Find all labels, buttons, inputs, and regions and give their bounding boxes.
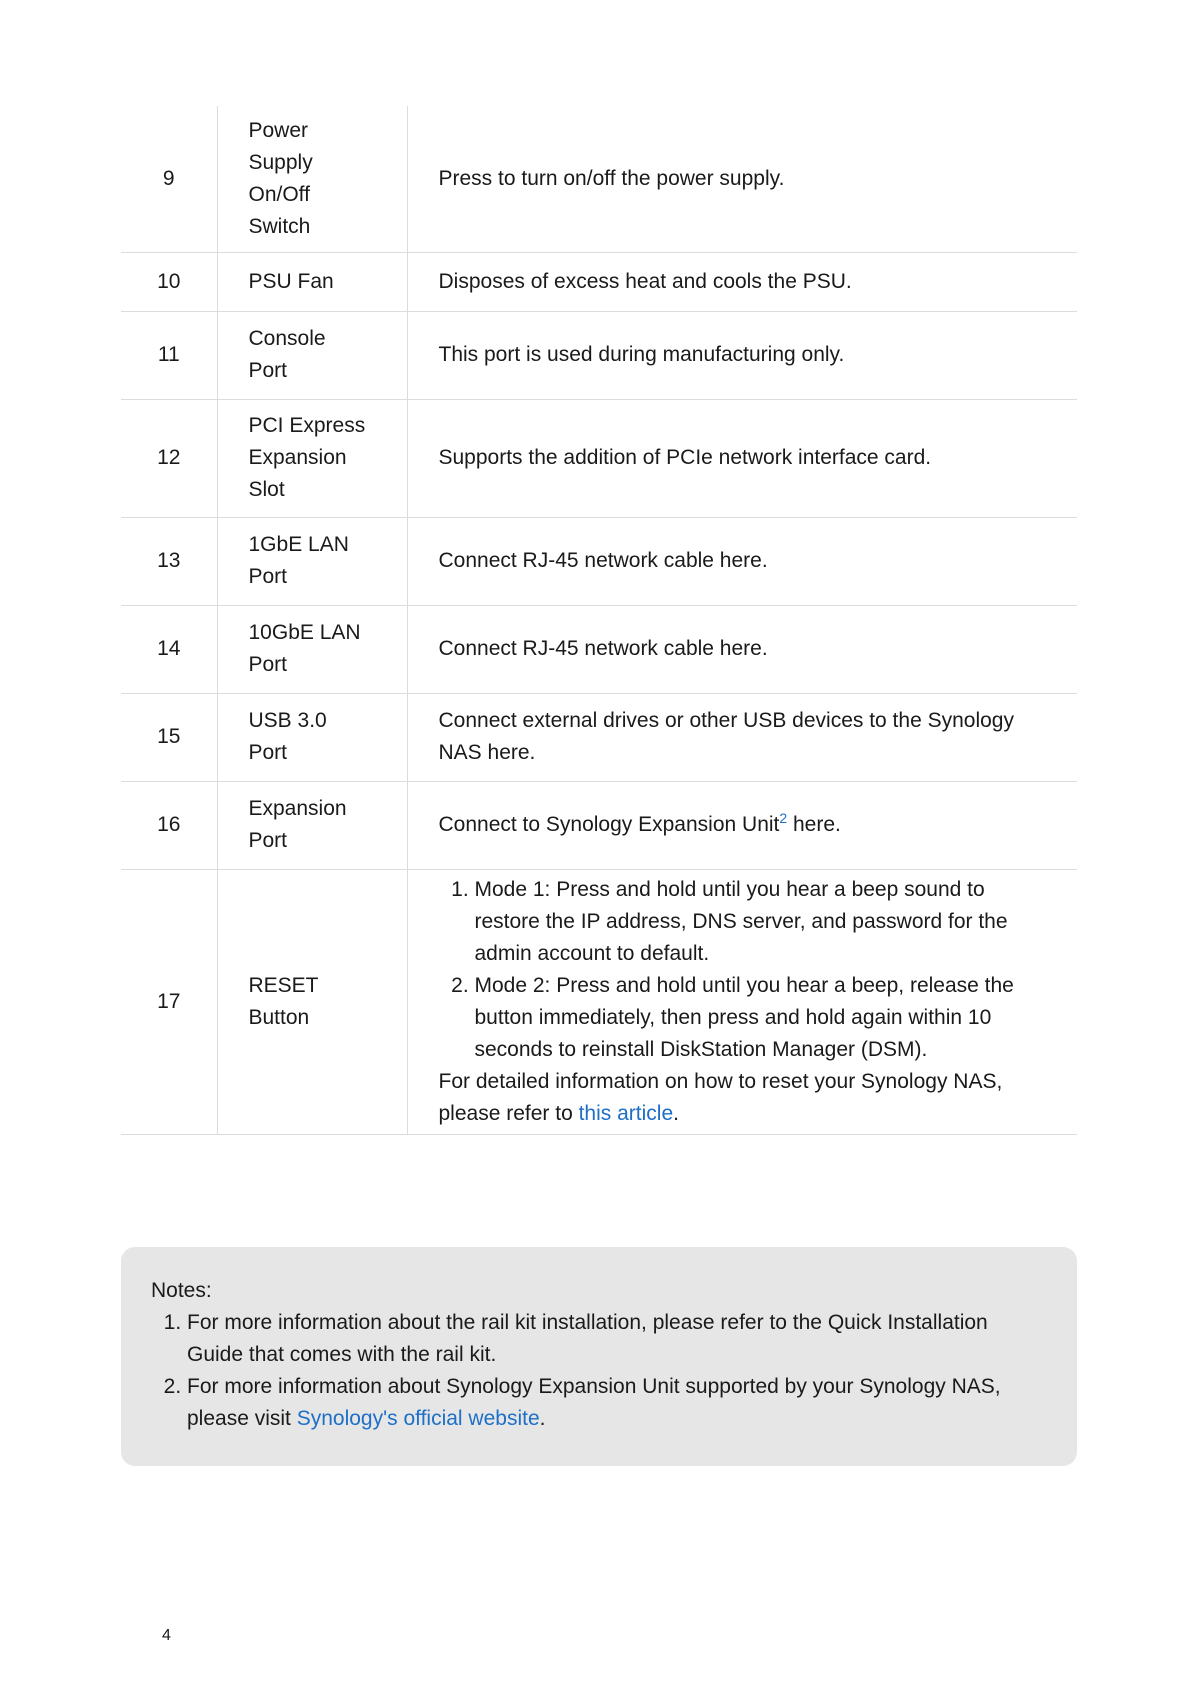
- component-description: [407, 781, 1077, 869]
- component-name: [217, 781, 407, 869]
- note-text: For more information about Synology Expansion Unit supported by your Synology NAS, please visit: [187, 1375, 1001, 1430]
- name-line: PCI Express: [248, 414, 366, 437]
- row-number: 13: [121, 517, 217, 605]
- table-row: [121, 399, 1077, 517]
- table-row: [121, 517, 1077, 605]
- list-item: 2. Mode 2: Press and hold until you hear a beep, release the button immediately, then press and hold again within 10 seconds to reinstall DiskStation Manager (DSM).: [475, 970, 1054, 1066]
- component-description: Connect RJ-45 network cable here.: [407, 517, 1077, 605]
- description-text: Connect to Synology Expansion Unit: [438, 813, 780, 836]
- row-number: 10: [121, 252, 217, 311]
- name-line: Expansion: [248, 797, 347, 820]
- page-number: 4: [162, 1627, 171, 1644]
- list-item: 1. For more information about the rail kit installation, please refer to the Quick Installation Guide that comes with the rail kit.: [187, 1307, 1047, 1371]
- name-line: Console: [248, 327, 326, 350]
- table-row: [121, 605, 1077, 693]
- table-row: [121, 311, 1077, 399]
- name-line: Switch: [248, 214, 311, 238]
- row-number: 15: [121, 693, 217, 781]
- spec-table-container: [121, 106, 1077, 1135]
- name-line: Button: [248, 1005, 310, 1029]
- reset-detail: [439, 1066, 1054, 1130]
- name-line: Port: [248, 741, 288, 764]
- component-description: This port is used during manufacturing only.: [407, 311, 1077, 399]
- reset-mode-list: [439, 874, 1054, 1066]
- name-line: PSU Fan: [248, 269, 334, 293]
- description-text: here.: [787, 813, 841, 836]
- footnote-marker[interactable]: 2: [779, 810, 788, 826]
- component-name: [217, 399, 407, 517]
- component-name: [217, 517, 407, 605]
- row-number: 17: [121, 869, 217, 1134]
- component-description: Supports the addition of PCIe network interface card.: [407, 399, 1077, 517]
- component-name: [217, 869, 407, 1134]
- component-name: [217, 605, 407, 693]
- table-row: [121, 869, 1077, 1134]
- name-line: Port: [248, 653, 288, 676]
- name-line: Slot: [248, 478, 285, 501]
- name-line: Supply: [248, 150, 313, 174]
- component-description: Press to turn on/off the power supply.: [407, 106, 1077, 252]
- component-name: [217, 693, 407, 781]
- component-description: Connect RJ-45 network cable here.: [407, 605, 1077, 693]
- name-line: Power: [248, 118, 309, 142]
- row-number: 11: [121, 311, 217, 399]
- row-number: 9: [121, 106, 217, 252]
- official-website-link[interactable]: Synology's official website: [296, 1407, 540, 1430]
- name-line: Port: [248, 829, 288, 852]
- footnote-link[interactable]: [779, 810, 788, 836]
- name-line: 1GbE LAN: [248, 533, 349, 556]
- table-row: [121, 252, 1077, 311]
- component-name: [217, 106, 407, 252]
- table-row: [121, 106, 1077, 252]
- name-line: RESET: [248, 973, 319, 997]
- component-description: [407, 869, 1077, 1134]
- name-line: Port: [248, 565, 288, 588]
- notes-list: [151, 1307, 1047, 1435]
- note-end: .: [539, 1407, 546, 1430]
- name-line: Port: [248, 359, 288, 382]
- component-name: [217, 311, 407, 399]
- row-number: 14: [121, 605, 217, 693]
- component-table: [121, 106, 1077, 1135]
- component-name: [217, 252, 407, 311]
- row-number: 16: [121, 781, 217, 869]
- this-article-link[interactable]: this article: [578, 1101, 674, 1125]
- name-line: 10GbE LAN: [248, 621, 361, 644]
- list-item: 1. Mode 1: Press and hold until you hear a beep sound to restore the IP address, DNS server, and password for the admin account to default.: [475, 874, 1054, 970]
- table-row: [121, 693, 1077, 781]
- detail-end: .: [673, 1101, 679, 1125]
- list-item: [187, 1371, 1047, 1435]
- row-number: 12: [121, 399, 217, 517]
- name-line: On/Off: [248, 182, 310, 206]
- name-line: USB 3.0: [248, 709, 327, 732]
- name-line: Expansion: [248, 446, 347, 469]
- component-description: Disposes of excess heat and cools the PSU.: [407, 252, 1077, 311]
- notes-title: Notes:: [151, 1279, 212, 1302]
- detail-text: For detailed information on how to reset your Synology NAS, please refer to: [438, 1069, 1003, 1125]
- notes-box: [121, 1247, 1077, 1466]
- component-description: Connect external drives or other USB devices to the Synology NAS here.: [407, 693, 1077, 781]
- table-row: [121, 781, 1077, 869]
